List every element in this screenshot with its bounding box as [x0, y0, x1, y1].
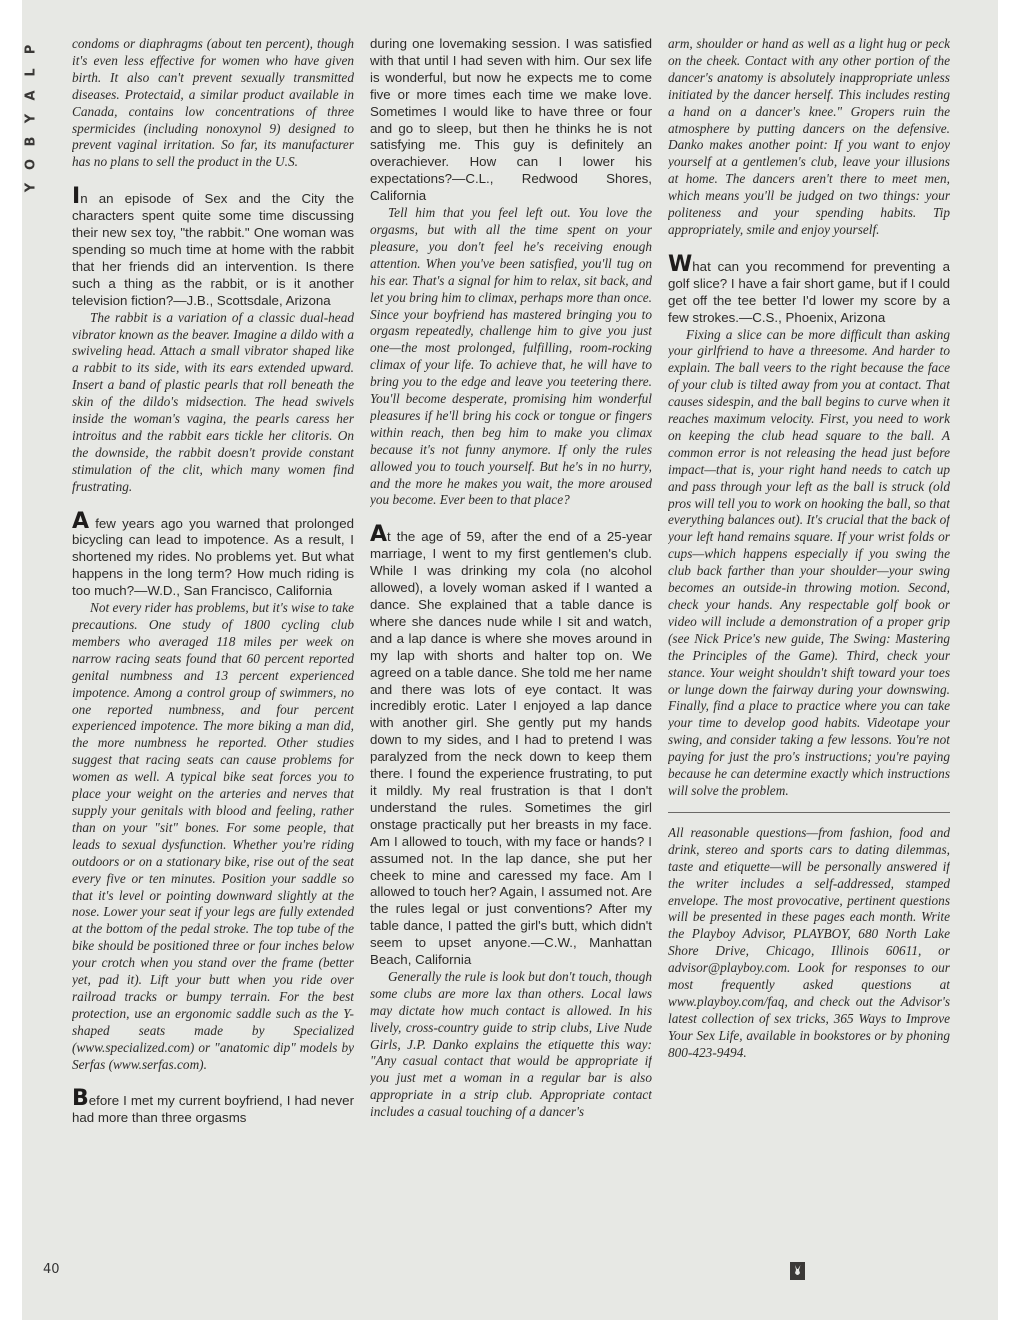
magazine-name-letter: P: [23, 44, 39, 55]
question-orgasms-continued: during one lovemaking session. I was satisfied with that until I had seven with him. Our sex life is wonderful, but now he expects me to come five or more times each time we make love. Sometimes I would like to have three or four and go to sleep, but then he thinks he is not satisfying me. This guy is definitely an overachiever. How can I lower his expectations?—C.L., Redwood Shores, California: [370, 36, 652, 204]
divider: [668, 812, 950, 813]
answer-bicycling: Not every rider has problems, but it's wise to take precautions. One study of 1800 cycling club members who averaged 118 miles per week on narrow racing seats found that 60 percent reported genital numbness and 13 percent experienced impotence. Among a control group of swimmers, no one reported numbness, and four percent experienced impotence. The more biking a man did, the more numbness he reported. Other studies suggest that racing seats can cause problems for women as well. A typical bike seat forces you to place your weight on the arteries and nerves that supply your genitals with blood and feeling, rather than on your "sit" bones. For some people, that leads to sexual dysfunction. Whether you're riding outdoors or on a stationary bike, rise out of the seat every five or ten minutes. Position your saddle so that it's level or pointing downward slightly at the nose. Lower your seat if your legs are fully extended at the bottom of the pedal stroke. The top tube of the bike should be positioned three or four inches below your crotch when you stand over the frame (better yet, pad it). Lift your butt when you ride over railroad tracks or bumpy terrain. For the best protection, use an ergonomic saddle such as the Y-shaped seats made by Specialized (www.specialized.com) or "anatomic dip" models by Serfas (www.serfas.com).: [72, 600, 354, 1072]
drop-cap: W: [668, 251, 693, 277]
magazine-name-letter: A: [23, 90, 39, 101]
answer-golf-slice: Fixing a slice can be more difficult than asking your girlfriend to have a threesome. And harder to explain. The ball veers to the right because the face of your club is tilted away from you at contact. That causes sidespin, and the ball begins to curve when it reaches maximum velocity. First, you need to work on keeping the club head square to the ball. A common error is not releasing the head just before impact—that is, your right hand needs to catch up and pass through your left as the ball is struck (old pros will tell you to work on hooking the ball, so that everything balances out). It's crucial that the back of your left hand remains square. If your wrist folds or cups—which happens especially if you swing the club back farther than your shoulder—your swing becomes an outside-in throwing motion. Second, check your hands. Any respectable golf book or video will include a demonstration of a proper grip (see Nick Price's new guide, The Swing: Mastering the Principles of the Game). Third, check your stance. Your weight shouldn't shift toward your toes or lunge down the fairway during your downswing. Finally, find a place to practice where you can take your time to develop good habits. Videotape your swing, and consider taking a few lessons. You're not paying for just the pro's instructions; you're paying because he can determine exactly which instructions will solve the problem.: [668, 326, 950, 798]
question-golf-slice: What can you recommend for preventing a golf slice? I have a fair short game, but if I could get off the tee better I'd lower my score by a few strokes.—C.S., Phoenix, Arizona: [668, 251, 950, 325]
drop-cap: I: [72, 184, 81, 210]
drop-cap: A: [370, 522, 388, 548]
rabbit-head-icon: [790, 1262, 805, 1280]
question-orgasms: Before I met my current boyfriend, I had never had more than three orgasms: [72, 1086, 354, 1126]
question-gentlemens-club: At the age of 59, after the end of a 25-year marriage, I went to my first gentlemen's club. While I was drinking my cola (no alcohol allowed), a lovely woman asked if I wanted a dance. She explained that a table dance is where she dances nude while I sit and watch, and a lap dance is where she moves around in my lap with shorts and halter top on. We agreed on a table dance. She told me her name and there was lots of eye contact. It was incredibly erotic. Later I enjoyed a lap dance with another girl. She gently put my hands down to my sides, and I had to pretend I was paralyzed from the neck down to keep them there. I found the experience frustrating, to put it mildly. My real frustration is that I don't understand the rules. Sometimes the girl onstage practically put her breasts in my face. Am I allowed to touch, with my face or hands? I assumed not. In the lap dance, she put her cheek to mine and caressed my face. Am I allowed to touch her? Again, I assumed not. Are the rules legal or just conventions? After my table dance, I patted the girl's butt, which didn't seem to upset anyone.—C.W., Manhattan Beach, California: [370, 522, 652, 968]
column-1: [72, 36, 354, 1284]
magazine-name-letter: B: [23, 136, 39, 147]
answer-continued: condoms or diaphragms (about ten percent), though it's even less effective for women who have given birth. It also can't prevent sexually transmitted diseases. Protectaid, a similar product available in Canada, contains low concentrations of three spermicides (including nonoxynol 9) designed to prevent vaginal irritation. So far, its manufacturer has no plans to sell the product in the U.S.: [72, 36, 354, 170]
answer-gentlemens-club-continued: arm, shoulder or hand as well as a light hug or peck on the cheek. Contact with any other portion of the dancer's anatomy is absolutely inappropriate unless initiated by the dancer herself. This includes resting a hand on a dancer's knee." Gropers ruin the atmosphere by putting dancers on the defensive. Danko makes another point: If you want to enjoy yourself at a gentlemen's club, leave your illusions at home. The dancers aren't there to meet men, which means you'll be judged on two things: your politeness and your spending habits. Tip appropriately, smile and enjoy yourself.: [668, 36, 950, 237]
magazine-name-letter: Y: [23, 182, 39, 193]
drop-cap: A: [72, 508, 90, 534]
drop-cap: B: [72, 1086, 89, 1112]
advisor-footer-note: All reasonable questions—from fashion, food and drink, stereo and sports cars to dating dilemmas, taste and etiquette—will be personally answered if the writer includes a self-addressed, stamped envelope. The most provocative, pertinent questions will be presented in these pages each month. Write the Playboy Advisor, PLAYBOY, 680 North Lake Shore Drive, Chicago, Illinois 60611, or advisor@playboy.com. Look for responses to our most frequently asked questions at www.playboy.com/faq, and check out the Advisor's latest collection of sex tricks, 365 Ways to Improve Your Sex Life, available in bookstores or by phoning 800-423-9494.: [668, 824, 950, 1060]
answer-rabbit: The rabbit is a variation of a classic dual-head vibrator known as the beaver. Imagine a dildo with a swiveling head. Attach a small vibrator shaped like a rabbit to its side, with its ears extended upward. Insert a band of plastic pearls that roll beneath the skin of the dildo's midsection. The head swivels inside the woman's vagina, the pearls caress her introitus and the rabbit ears tickle her clitoris. On the downside, the rabbit doesn't provide constant stimulation of the clit, which many women find frustrating.: [72, 309, 354, 494]
magazine-name-letter: L: [23, 68, 39, 77]
question-rabbit: In an episode of Sex and the City the characters spent quite some time discussing their new sex toy, "the rabbit." One woman was spending so much time at home with the rabbit that her friends did an intervention. Is there such a thing as the rabbit, or is it another television fiction?—J.B., Scottsdale, Arizona: [72, 184, 354, 308]
column-2: [370, 36, 652, 1284]
answer-gentlemens-club: Generally the rule is look but don't touch, though some clubs are more lax than others. Local laws may dictate how much contact is allowed. In his lively, cross-country guide to strip clubs, Live Nude Girls, J.P. Danko explains the etiquette this way: "Any casual contact that would be appropriate if you just met a woman in a regular bar is also appropriate in a strip club. Appropriate contact includes a casual touching of a dancer's: [370, 968, 652, 1120]
magazine-name-letter: Y: [23, 113, 39, 124]
column-3: [668, 36, 950, 1268]
question-bicycling: A few years ago you warned that prolonged bicycling can lead to impotence. As a result, I shortened my rides. No problems yet. But what happens in the long term? How much riding is too much?—W.D., San Francisco, California: [72, 508, 354, 599]
answer-orgasms: Tell him that you feel left out. You love the orgasms, but with all the time spent on your pleasure, you don't feel he's receiving enough attention. When you've been satisfied, you'll tug on his ear. That's a signal for him to relax, sit back, and let you bring him to climax, perhaps more than once. Since your boyfriend has mastered bringing you to orgasm repeatedly, challenge him to give you just one—the most prolonged, fulfilling, room-rocking climax of your life. To achieve that, he will have to bring you to the edge and leave you teetering there. You'll become desperate, promising him wonderful pleasures if he'll bring his cock or tongue or fingers within reach, then beg him to make you climax because it's not funny anymore. If only the rules allowed you to touch yourself. But he's in no hurry, and the more he makes you wait, the more aroused you become. Ever been to that place?: [370, 205, 652, 508]
magazine-name-letter: O: [23, 158, 39, 171]
page-number: 40: [43, 1262, 60, 1277]
magazine-name-vertical: [25, 38, 45, 199]
